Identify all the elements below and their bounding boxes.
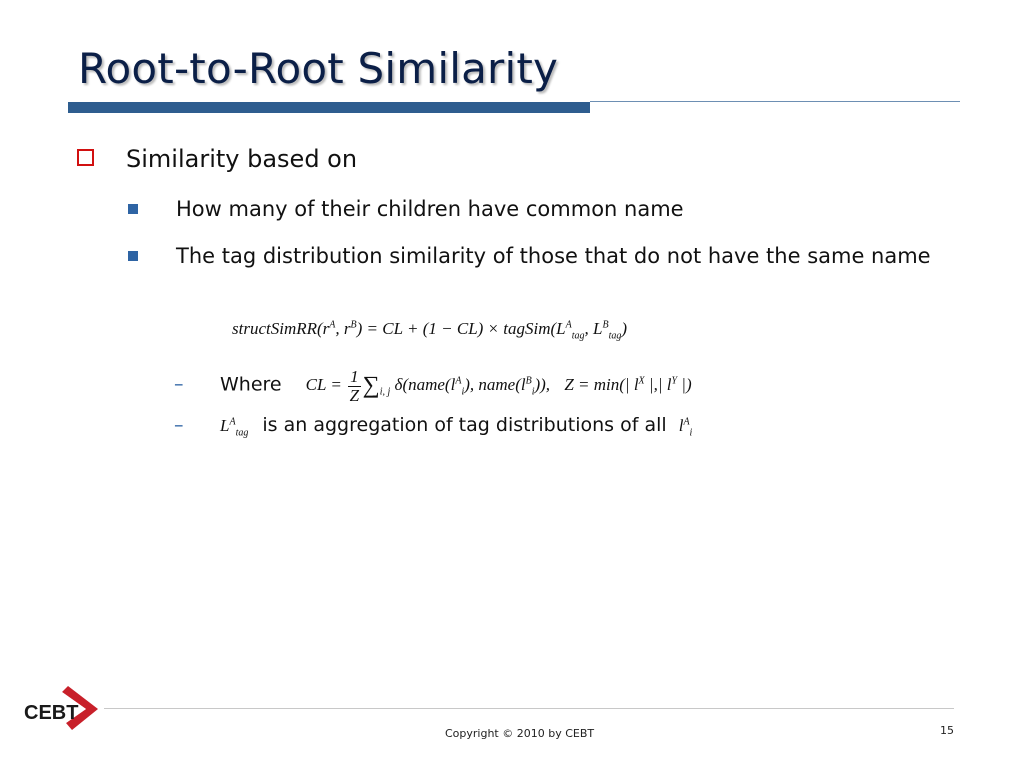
bullet1-text: Similarity based on bbox=[126, 145, 358, 173]
bullet-level1 bbox=[77, 145, 357, 173]
bullet-level3-aggregation bbox=[174, 414, 692, 438]
page-number: 15 bbox=[940, 724, 954, 737]
dash-bullet-icon: – bbox=[174, 373, 184, 396]
l-i-symbol: $l^A_i$ bbox=[678, 416, 693, 439]
title-underline bbox=[590, 101, 960, 102]
bullet-level2-1 bbox=[128, 191, 944, 227]
slide-title: Root-to-Root Similarity bbox=[78, 44, 559, 93]
aggregation-text: is an aggregation of tag distributions of all bbox=[262, 414, 667, 436]
bullet-level2-2 bbox=[128, 238, 944, 274]
bullet-level3-where bbox=[174, 368, 692, 405]
hollow-square-bullet-icon bbox=[77, 149, 94, 166]
l-tag-symbol: $L^A_{tag}$ bbox=[220, 416, 249, 439]
struct-sim-formula: $structSimRR(r^A$, $r^B$) = CL + $(1 - CL) \times tagSim(L^A_{tag}$, $L^B_{tag}$) bbox=[232, 319, 628, 342]
where-label: Where bbox=[220, 373, 282, 396]
footer-divider bbox=[104, 708, 954, 709]
dash-bullet-icon: – bbox=[174, 414, 184, 436]
sub1-text: How many of their children have common name bbox=[176, 197, 684, 221]
cebt-logo bbox=[22, 683, 102, 733]
cl-formula: CL = $\frac{1}{Z}$ $\sum_{i, j}$ $\delta(name(l^A_i)$, $name(l^B_i)$), Z = min(| $l^X$ |,| $l^Y$ |) bbox=[305, 367, 692, 405]
svg-text:CEBT: CEBT bbox=[24, 702, 79, 724]
copyright-text: Copyright © 2010 by CEBT bbox=[445, 727, 595, 740]
filled-square-bullet-icon bbox=[128, 251, 138, 261]
title-accent-bar bbox=[68, 102, 590, 113]
sub2-text: The tag distribution similarity of those that do not have the same name bbox=[176, 244, 931, 268]
filled-square-bullet-icon bbox=[128, 204, 138, 214]
